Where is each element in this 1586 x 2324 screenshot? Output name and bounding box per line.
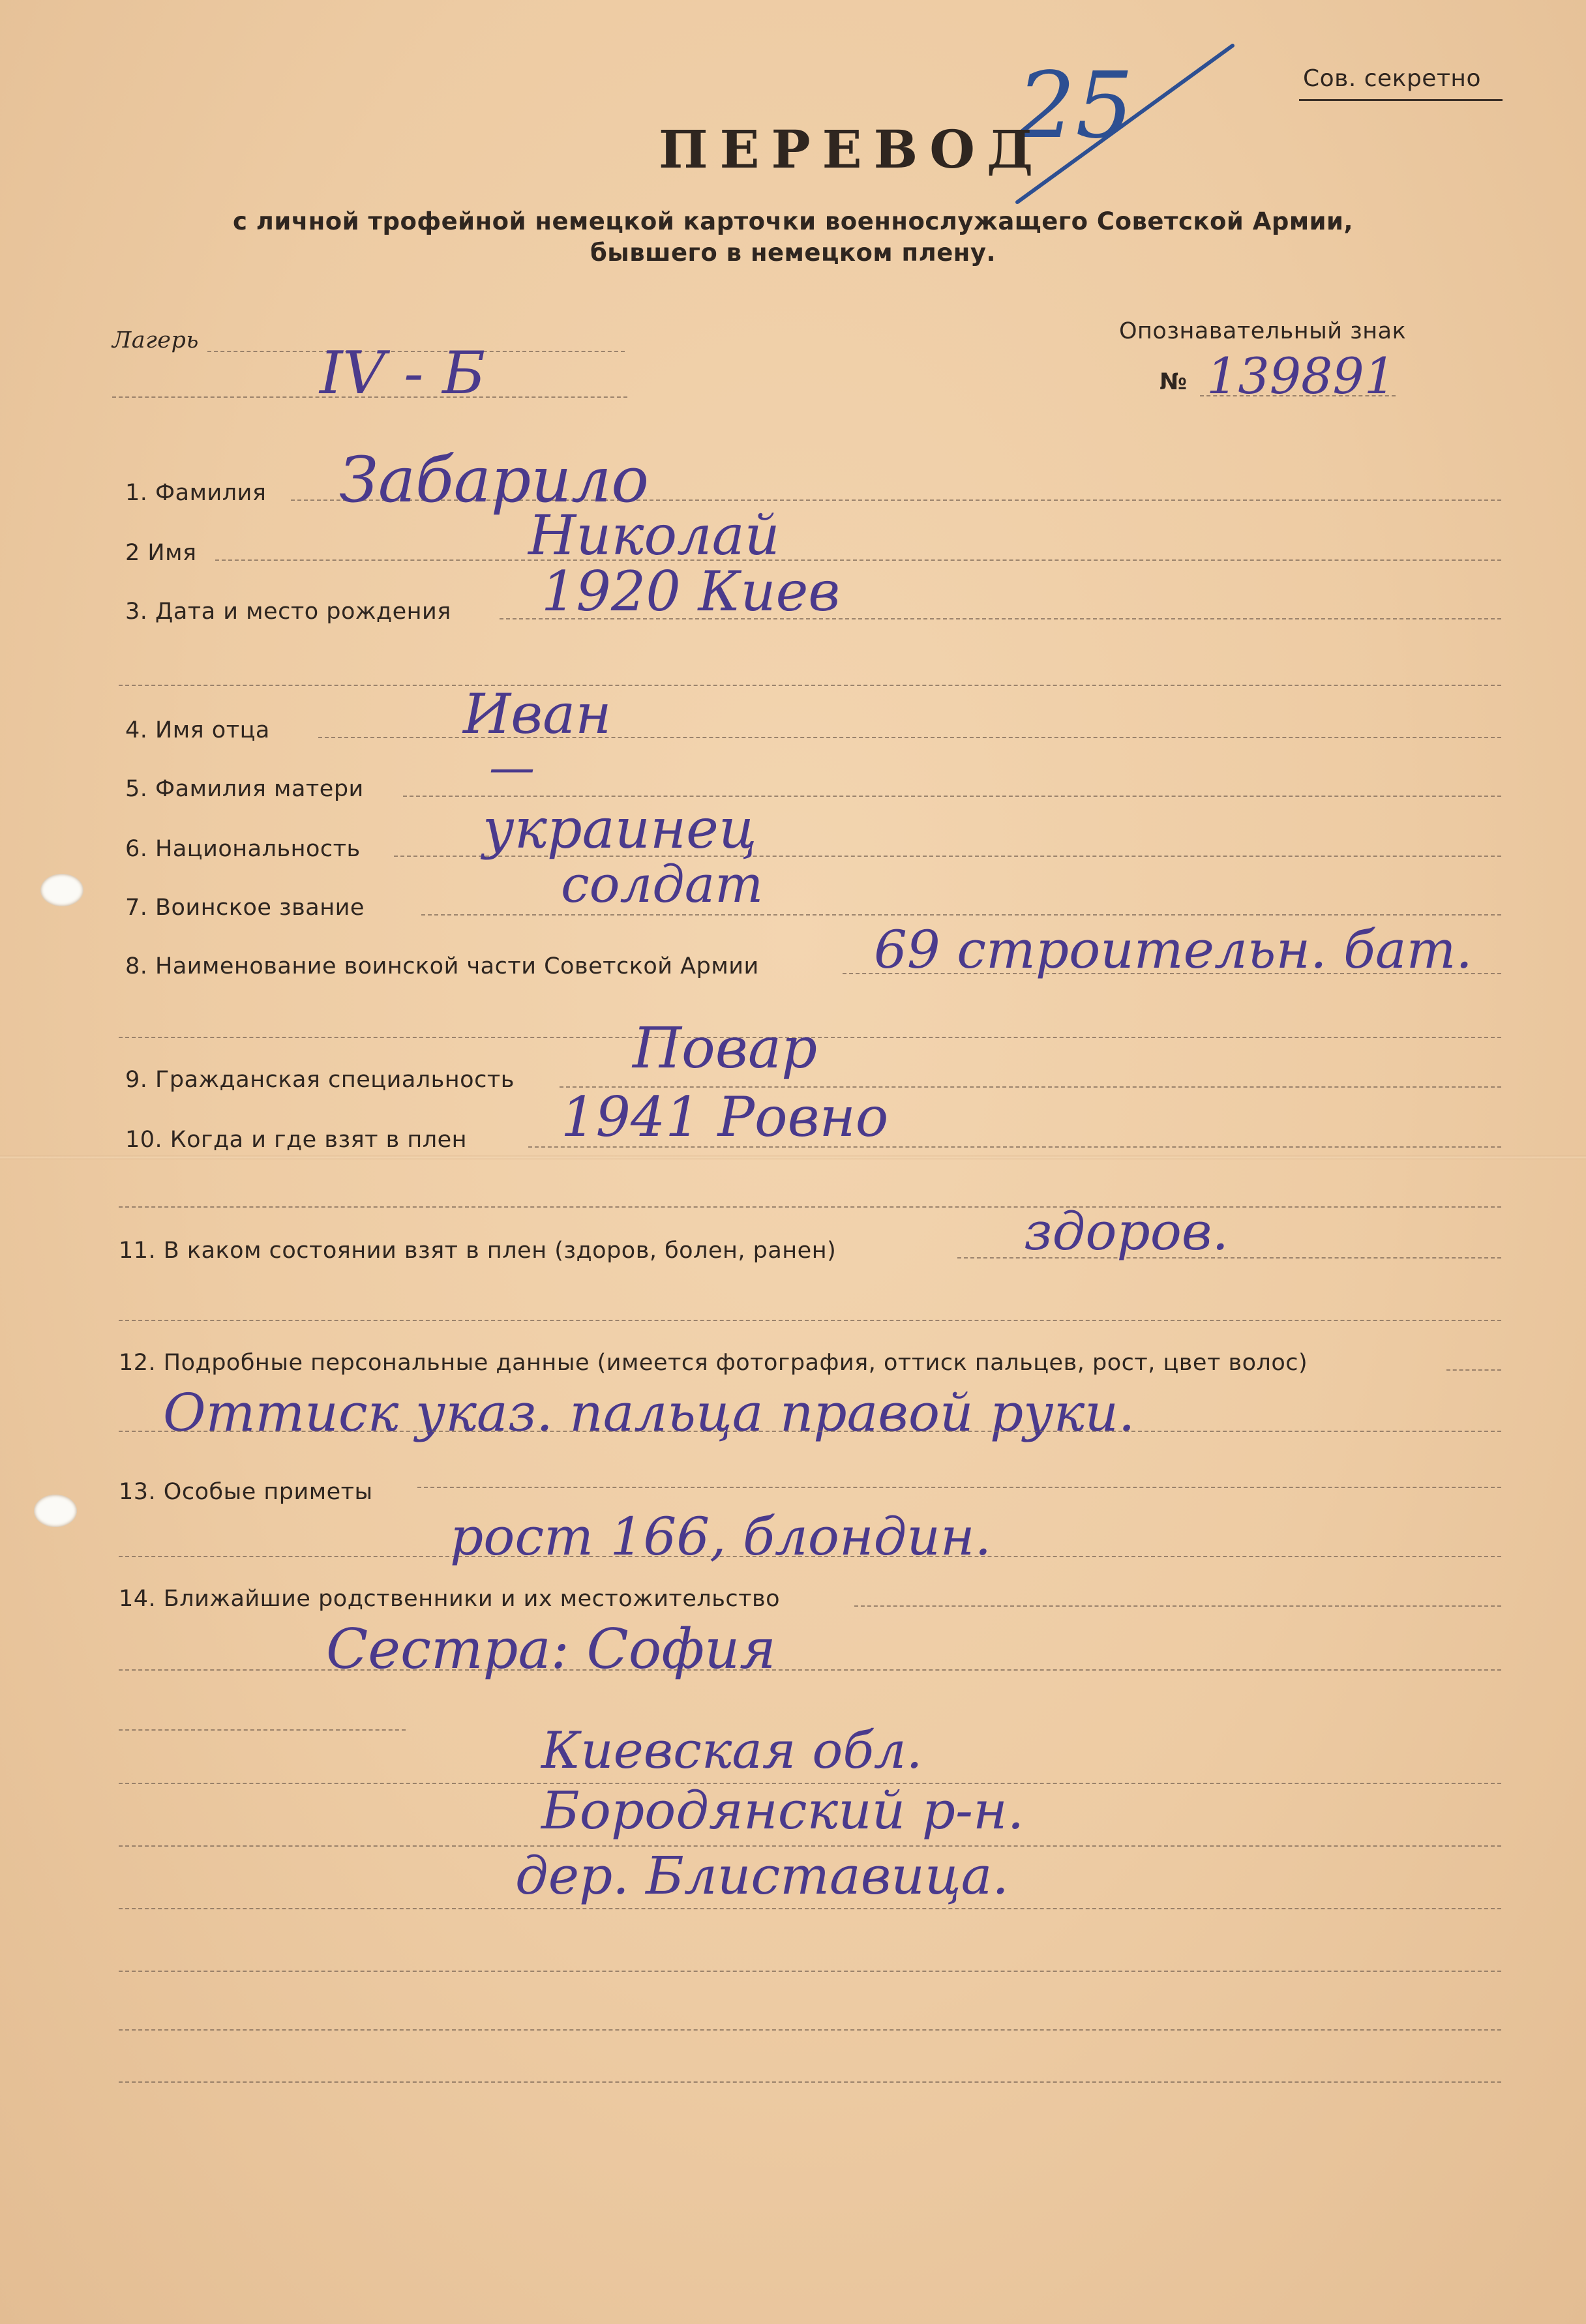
field-value-first-name: Николай xyxy=(528,503,780,567)
field-value-mother-surname: — xyxy=(489,741,535,794)
field-label-first-name: 2 Имя xyxy=(125,540,197,566)
field-value-rank: солдат xyxy=(561,856,764,914)
field-label-condition: 11. В каком состоянии взят в плен (здоров, болен, ранен) xyxy=(119,1238,837,1264)
field-value-military-unit: 69 строительн. бат. xyxy=(874,919,1473,980)
field-label-mother-surname: 5. Фамилия матери xyxy=(125,776,364,802)
field-label-father-name: 4. Имя отца xyxy=(125,717,270,743)
field-value-surname: Забарило xyxy=(339,443,650,516)
address-line1: Киевская обл. xyxy=(541,1721,923,1780)
field-value-relatives: Сестра: София xyxy=(326,1617,776,1681)
tag-number-value: 139891 xyxy=(1206,347,1396,405)
tag-label: Опознавательный знак xyxy=(1119,318,1407,344)
document-title: ПЕРЕВОД xyxy=(659,119,1045,180)
field-label-civil-occupation: 9. Гражданская специальность xyxy=(125,1067,515,1093)
field-value-condition: здоров. xyxy=(1024,1201,1229,1262)
field-value-civil-occupation: Повар xyxy=(633,1016,818,1081)
field-value-father-name: Иван xyxy=(463,682,612,746)
classification-underline xyxy=(1299,99,1503,101)
field-value-captured: 1941 Ровно xyxy=(561,1085,889,1149)
field-value-nationality: украинец xyxy=(483,797,757,861)
tag-number-prefix: № xyxy=(1160,369,1188,395)
field-value-special-marks: рост 166, блондин. xyxy=(450,1506,991,1567)
field-label-special-marks: 13. Особые приметы xyxy=(119,1479,373,1505)
camp-label: Лагерь xyxy=(112,327,199,353)
field-label-personal-data: 12. Подробные персональные данные (имеется фотография, оттиск пальцев, рост, цвет волос) xyxy=(119,1350,1308,1376)
field-label-nationality: 6. Национальность xyxy=(125,836,361,862)
field-label-rank: 7. Воинское звание xyxy=(125,895,365,921)
paper-fold xyxy=(0,1155,1586,1159)
address-line2: Бородянский р-н. xyxy=(541,1780,1025,1841)
punch-hole xyxy=(40,874,83,906)
pencil-number: 25 xyxy=(1017,53,1134,159)
document-subtitle-line2: бывшего в немецком плену. xyxy=(590,239,996,267)
field-value-birth: 1920 Киев xyxy=(541,559,841,623)
field-value-personal-data: Оттиск указ. пальца правой руки. xyxy=(163,1382,1135,1443)
field-label-military-unit: 8. Наименование воинской части Советской Армии xyxy=(125,953,759,979)
field-label-surname: 1. Фамилия xyxy=(125,480,267,506)
document-subtitle-line1: с личной трофейной немецкой карточки военнослужащего Советской Армии, xyxy=(232,207,1354,235)
field-label-birth: 3. Дата и место рождения xyxy=(125,599,451,625)
address-line3: дер. Блиставица. xyxy=(515,1845,1009,1906)
field-label-relatives: 14. Ближайшие родственники и их местожительство xyxy=(119,1586,781,1612)
classification-mark: Сов. секретно xyxy=(1303,65,1481,92)
field-label-captured: 10. Когда и где взят в плен xyxy=(125,1127,468,1153)
punch-hole xyxy=(34,1495,77,1527)
camp-value: IV - Б xyxy=(320,339,486,408)
